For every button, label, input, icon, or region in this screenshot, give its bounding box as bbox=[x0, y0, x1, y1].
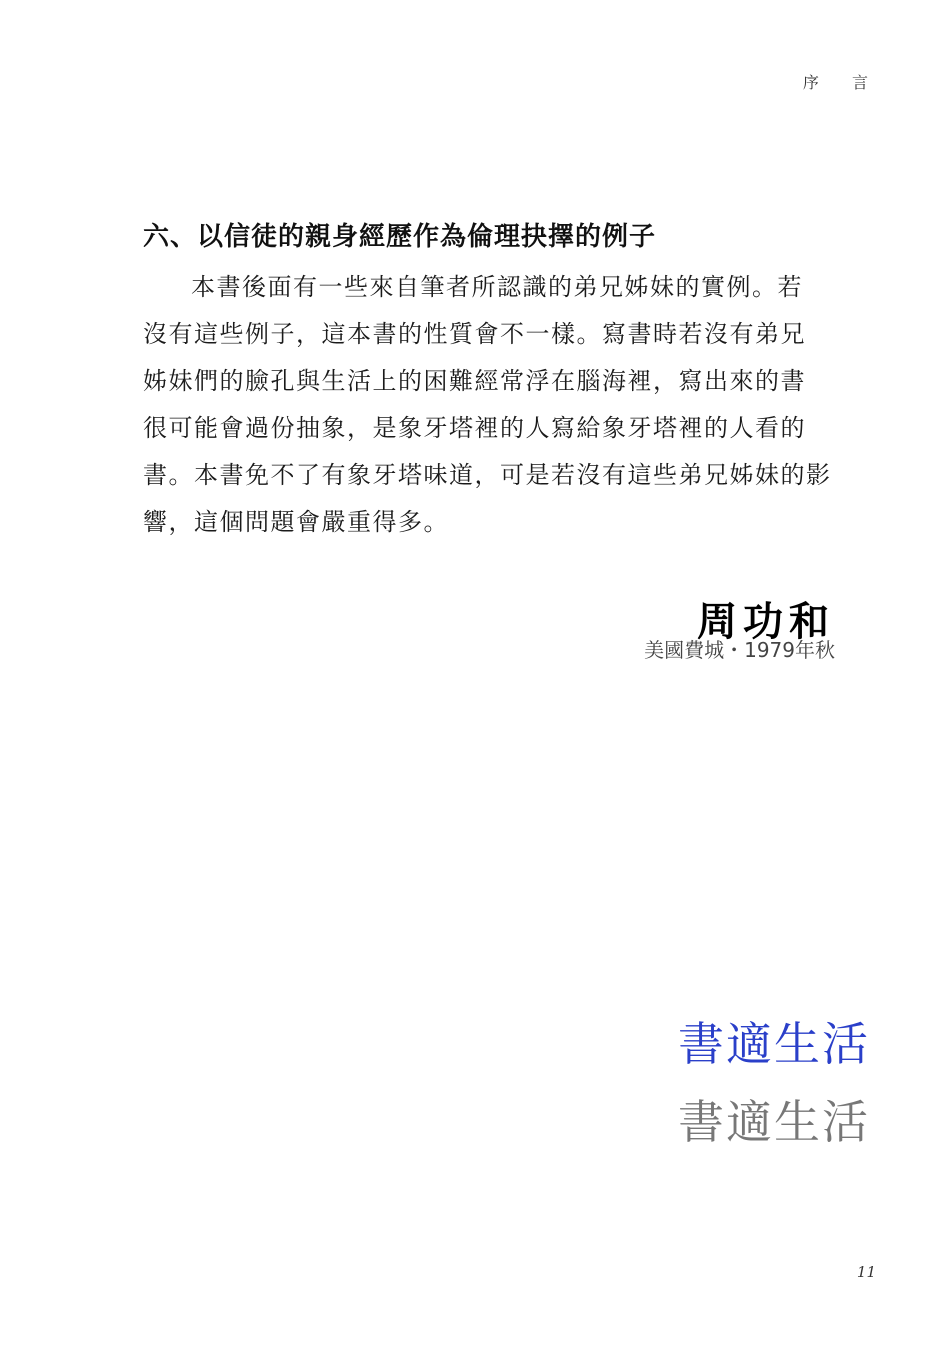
paragraph-line: 很可能會過份抽象，是象牙塔裡的人寫給象牙塔裡的人看的 bbox=[143, 414, 806, 442]
running-header: 序 言 bbox=[802, 73, 882, 92]
paragraph-line: 本書後面有一些來自筆者所認識的弟兄姊妹的實例。若 bbox=[191, 273, 803, 301]
paragraph-line: 書。本書免不了有象牙塔味道，可是若沒有這些弟兄姊妹的影 bbox=[143, 461, 832, 489]
publisher-watermark-gray: 書適生活 bbox=[678, 1095, 870, 1149]
section-heading: 六、以信徒的親身經歷作為倫理抉擇的例子 bbox=[143, 222, 657, 252]
paragraph-line: 沒有這些例子，這本書的性質會不一樣。寫書時若沒有弟兄 bbox=[143, 320, 806, 348]
signature-place-date: 美國費城・1979年秋 bbox=[644, 638, 835, 662]
author-signature: 周功和 bbox=[697, 598, 835, 645]
paragraph-line: 姊妹們的臉孔與生活上的困難經常浮在腦海裡，寫出來的書 bbox=[143, 367, 806, 395]
paragraph-line: 響，這個問題會嚴重得多。 bbox=[143, 508, 449, 536]
page-number: 11 bbox=[856, 1263, 876, 1281]
publisher-watermark-blue: 書適生活 bbox=[678, 1017, 870, 1071]
body-paragraph bbox=[143, 264, 835, 546]
